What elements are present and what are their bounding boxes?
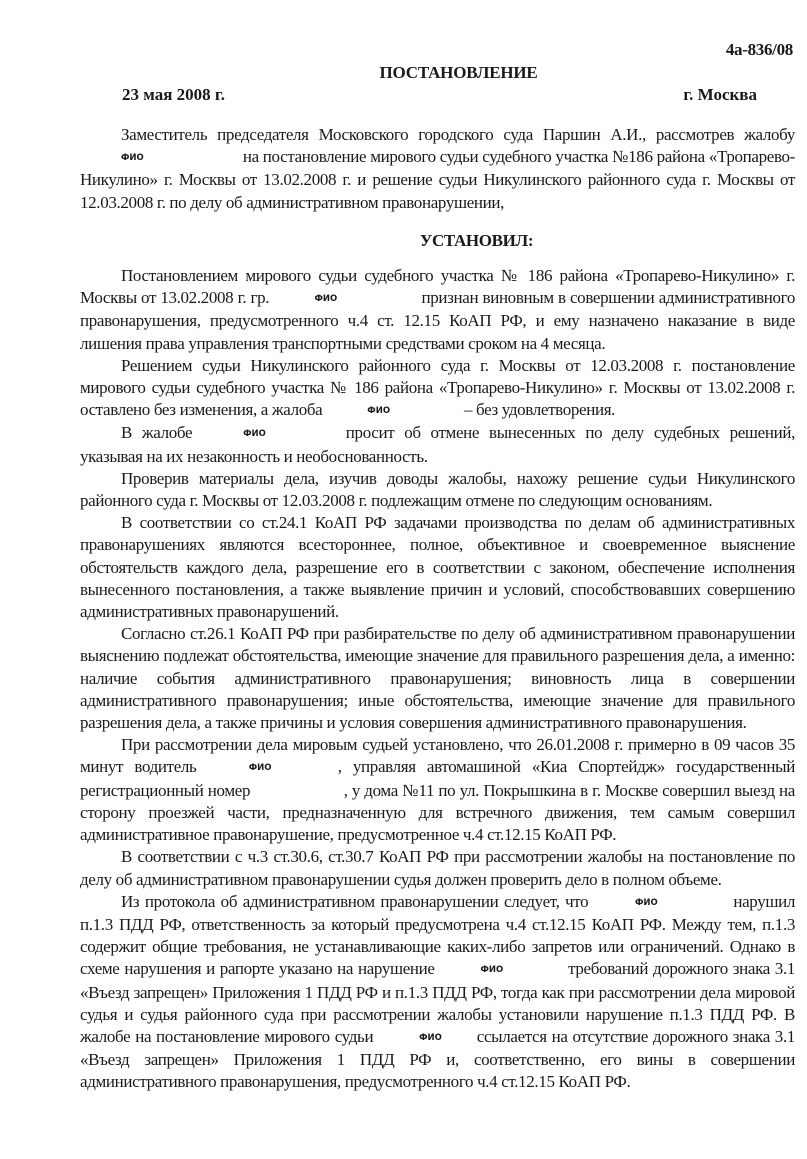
- redacted-name: ФИО: [121, 153, 144, 164]
- document-body: [80, 124, 795, 1094]
- text-fragment: – без удовлетворения.: [460, 400, 616, 420]
- redacted-name: ФИО: [367, 406, 391, 417]
- text-fragment: требований дорожного знака 3.1 «Въезд запрещен» Приложения 1 ПДД РФ и п.1.3 ПДД РФ, тогда как при рассмотрении дела мировой судья и судья районного суда при рассмотрении жалобы установили нарушение п.1.3 ПДД РФ. В жалобе на постановление мирового судьи: [80, 959, 795, 1046]
- paragraph-4: Проверив материалы дела, изучив доводы жалобы, нахожу решение судьи Никулинского районного суда г. Москвы от 12.03.2008 г. подлежащим отмене по следующим основаниям.: [80, 468, 795, 511]
- case-number: 4а-836/08: [725, 40, 793, 59]
- redacted-name: ФИО: [480, 965, 504, 976]
- intro-paragraph: [80, 124, 795, 214]
- document-title: ПОСТАНОВЛЕНИЕ: [379, 63, 538, 82]
- text-fragment: нарушил п.1.3 ПДД РФ, ответственность за который предусмотрена ч.4 ст.12.15 КоАП РФ. Между тем, п.1.3 содержит общие требования, не устанавливающие каких-либо запретов или ограничений. Однако в схеме нарушения и рапорте указано на нарушение: [80, 891, 795, 979]
- redacted-name: ФИО: [634, 897, 658, 908]
- paragraph-5: В соответствии со ст.24.1 КоАП РФ задачами производства по делам об административных правонарушениях являются всестороннее, полное, объективное и своевременное выяснение обстоятельств каждого дела, разрешение его в соответствии с законом, обеспечение исполнения вынесенного постановления, а также выявление причин и условий, способствовавших совершению административных правонарушений.: [80, 513, 795, 622]
- paragraph-3: [80, 422, 795, 467]
- text-fragment: , управляя автомашиной «Киа Спортейдж» государственный регистрационный номер: [80, 757, 795, 800]
- text-fragment: Решением судьи Никулинского районного суда г. Москвы от 12.03.2008 г. постановление мирового судьи судебного участка № 186 района «Тропарево-Никулино» г. Москвы от 13.02.2008 г. оставлено без изменения, а жалоба: [80, 355, 795, 420]
- redacted-name: ФИО: [419, 1032, 442, 1043]
- section-heading: УСТАНОВИЛ:: [419, 230, 534, 250]
- redacted-name: ФИО: [314, 294, 338, 305]
- text-fragment: В жалобе: [121, 423, 203, 443]
- document-date: 23 мая 2008 г.: [122, 85, 225, 104]
- text-fragment: Заместитель председателя Московского городского суда Паршин А.И., рассмотрев жалобу: [121, 125, 795, 144]
- text-fragment: ссылается на отсутствие дорожного знака 3.1 «Въезд запрещен» Приложения 1 ПДД РФ и, соответственно, его вины в совершении административного правонарушения, предусмотренного ч.4 ст.12.15 КоАП РФ.: [80, 1026, 795, 1092]
- redacted-name: ФИО: [248, 763, 272, 774]
- text-fragment: Постановлением мирового судьи судебного участка № 186 района «Тропарево-Никулино» г. Москвы от 13.02.2008 г. гр.: [80, 266, 795, 308]
- text-fragment: При рассмотрении дела мировым судьей установлено, что 26.01.2008 г. примерно в 09 часов 35 минут водитель: [80, 735, 795, 777]
- text-fragment: признан виновным в совершении административного правонарушения, предусмотренного ч.4 ст. 12.15 КоАП РФ, и ему назначено наказание в виде лишения права управления транспортными средствами сроком на 4 месяца.: [80, 288, 795, 353]
- text-fragment: , у дома №11 по ул. Покрышкина в г. Москве совершил выезд на сторону проезжей части, предназначенную для встречного движения, тем самым совершил административное правонарушение, предусмотренное ч.4 ст.12.15 КоАП РФ.: [80, 780, 795, 845]
- text-fragment: Из протокола об административном правонарушении следует, что: [121, 891, 594, 911]
- text-fragment: просит об отмене вынесенных по делу судебных решений, указывая на их незаконность и необоснованность.: [80, 423, 795, 466]
- document-city: г. Москва: [683, 85, 757, 104]
- redacted-name: ФИО: [243, 429, 266, 440]
- text-fragment: на постановление мирового судьи судебного участка №186 района «Тропарево-Никулино» г. Москвы от 13.02.2008 г. и решение судьи Никулинского районного суда г. Москвы от 12.03.2008 г. по делу об административном правонарушении,: [80, 147, 795, 212]
- paragraph-6: Согласно ст.26.1 КоАП РФ при разбирательстве по делу об административном правонарушении выяснению подлежат обстоятельства, имеющие значение для правильного разрешения дела, а именно: наличие события административного правонарушения; виновность лица в совершении административного правонарушения; иные обстоятельства, имеющие значение для правильного разрешения дела, а также причины и условия совершения административного правонарушения.: [80, 624, 795, 733]
- paragraph-1: [80, 265, 795, 355]
- paragraph-9: [80, 891, 795, 1094]
- paragraph-7: [80, 734, 795, 846]
- paragraph-2: [80, 355, 795, 423]
- paragraph-8: В соответствии с ч.3 ст.30.6, ст.30.7 КоАП РФ при рассмотрении жалобы на постановление по делу об административном правонарушении судья должен проверить дело в полном объеме.: [80, 847, 795, 889]
